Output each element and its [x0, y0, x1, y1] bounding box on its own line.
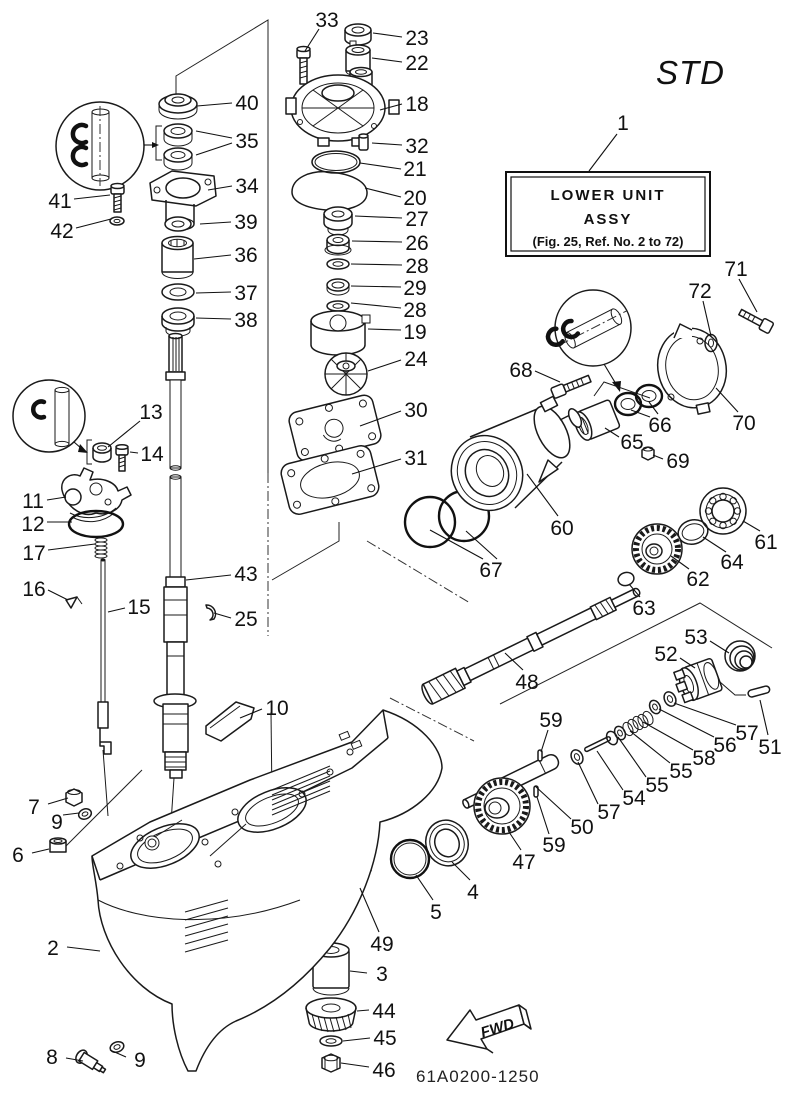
callout-39: 39 — [234, 211, 258, 234]
part-41-bolt — [111, 184, 124, 213]
callout-63: 63 — [632, 597, 656, 620]
callout-6: 6 — [12, 844, 24, 867]
part-20-gasket — [292, 172, 367, 211]
lower-unit-assy-label — [506, 172, 710, 256]
callout-9: 9 — [134, 1049, 146, 1072]
part-17-spring — [95, 538, 107, 558]
callout-29: 29 — [403, 277, 427, 300]
callout-leader-5 — [416, 875, 433, 900]
callout-5: 5 — [430, 901, 442, 924]
callout-61: 61 — [754, 531, 778, 554]
part-6-nut — [50, 838, 66, 852]
part-53-spring — [725, 641, 755, 671]
callout-leader-37 — [196, 292, 231, 293]
callout-48: 48 — [515, 671, 539, 694]
callout-32: 32 — [405, 135, 429, 158]
callout-leader-44 — [357, 1010, 369, 1011]
callout-55: 55 — [645, 774, 669, 797]
callout-leader-53 — [710, 641, 729, 653]
callout-46: 46 — [372, 1059, 396, 1082]
part-25-woodruff-key — [206, 605, 216, 620]
part-10-anode — [206, 702, 254, 741]
part-33-bolt — [297, 47, 310, 85]
title-line2: ASSY — [583, 211, 633, 228]
part-71-bolt — [737, 307, 774, 334]
callout-8: 8 — [46, 1046, 58, 1069]
callout-leader-24 — [368, 360, 401, 371]
callout-leader-9 — [63, 813, 79, 815]
part-12-oring — [69, 511, 123, 537]
part-14-bolt — [116, 445, 128, 471]
callout-21: 21 — [403, 158, 427, 181]
part-28-washer-lower — [327, 301, 349, 311]
callout-leader-20 — [365, 188, 401, 197]
grease-detail-circle-c — [545, 290, 650, 398]
part-44-pinion-gear — [306, 998, 356, 1032]
callout-58: 58 — [692, 747, 716, 770]
callout-25: 25 — [234, 608, 258, 631]
part-35-seals — [164, 124, 192, 170]
callout-leader-25 — [214, 613, 231, 618]
callout-leader-7 — [48, 798, 68, 804]
grease-icon — [73, 125, 86, 143]
title-line1: LOWER UNIT — [550, 187, 666, 204]
doc-code: 61A0200-1250 — [416, 1067, 540, 1086]
part-36-sleeve — [162, 237, 193, 279]
callout-leader-42 — [76, 219, 111, 228]
part-38-seal — [162, 308, 194, 336]
part-7-nut — [66, 789, 82, 806]
callout-leader-35 — [196, 131, 232, 138]
callout-leader-59 — [537, 797, 549, 834]
part-60-bearing-carrier — [439, 396, 584, 522]
callout-11: 11 — [22, 490, 44, 513]
callout-leader-41 — [74, 195, 110, 199]
callout-26: 26 — [405, 232, 429, 255]
callout-23: 23 — [405, 27, 429, 50]
part-15-shift-rod — [98, 559, 111, 754]
callout-66: 66 — [648, 414, 672, 437]
callout-leader-15 — [108, 608, 125, 612]
part-11-shift-cam — [62, 468, 131, 522]
callout-3: 3 — [376, 963, 388, 986]
callout-leader-72 — [703, 301, 711, 336]
callout-leader-27 — [355, 216, 402, 218]
part-39-bushing — [165, 217, 191, 231]
callout-4: 4 — [467, 881, 479, 904]
part-47-forward-gear — [474, 778, 530, 834]
callout-67: 67 — [479, 559, 503, 582]
part-9-washer-lower — [109, 1040, 126, 1054]
callout-49: 49 — [370, 933, 394, 956]
callout-38: 38 — [234, 309, 258, 332]
callout-leader-11 — [47, 497, 66, 500]
part-19-cup — [311, 311, 370, 355]
callout-19: 19 — [403, 321, 427, 344]
part-8-screw — [74, 1048, 109, 1077]
part-57-washer-right — [662, 690, 678, 708]
callout-52: 52 — [654, 643, 678, 666]
callout-leader-26 — [352, 241, 402, 242]
callout-leader-32 — [372, 143, 402, 145]
part-42-washer — [110, 217, 124, 225]
callout-leader-38 — [196, 318, 231, 319]
callout-leader-45 — [343, 1038, 370, 1041]
part-24-impeller — [325, 353, 367, 395]
callout-14: 14 — [140, 443, 164, 466]
callout-28: 28 — [405, 255, 429, 278]
callout-leader-19 — [368, 329, 401, 330]
callout-9: 9 — [51, 811, 63, 834]
callout-42: 42 — [50, 220, 74, 243]
callout-leader-14 — [130, 452, 138, 453]
callout-leader-39 — [200, 222, 231, 224]
callout-leader-28 — [351, 264, 402, 265]
part-5-oring — [391, 840, 429, 878]
callout-27: 27 — [405, 208, 429, 231]
callout-leader-70 — [716, 388, 738, 412]
callout-55: 55 — [669, 760, 693, 783]
callout-71: 71 — [724, 258, 748, 281]
callout-31: 31 — [404, 447, 428, 470]
callout-leader-21 — [360, 163, 401, 169]
part-23-cap — [345, 24, 371, 46]
callout-35: 35 — [235, 130, 259, 153]
callout-20: 20 — [403, 187, 427, 210]
callout-leader-13 — [108, 421, 140, 447]
part-57-washer-left — [569, 748, 585, 766]
callout-leader-28 — [351, 303, 401, 308]
callout-leader-29 — [351, 286, 401, 287]
callout-70: 70 — [732, 412, 756, 435]
callout-68: 68 — [509, 359, 533, 382]
callout-36: 36 — [234, 244, 258, 267]
part-28-washer-upper — [327, 259, 349, 269]
callout-1: 1 — [617, 112, 629, 135]
grease-detail-circle-b — [13, 380, 92, 464]
grease-detail-circle-a — [56, 102, 162, 190]
callout-41: 41 — [48, 190, 72, 213]
part-46-nut — [322, 1054, 340, 1072]
part-26-cup — [325, 235, 351, 256]
callout-16: 16 — [22, 578, 46, 601]
callout-60: 60 — [550, 517, 574, 540]
callout-leader-55 — [618, 737, 646, 777]
callout-leader-35 — [196, 143, 232, 155]
callout-leader-22 — [372, 58, 402, 62]
part-16-clip — [66, 597, 82, 608]
callout-28: 28 — [403, 299, 427, 322]
callout-leader-33 — [305, 29, 319, 51]
callout-leader-4 — [452, 862, 470, 880]
part-51-pin — [747, 685, 770, 697]
part-45-washer — [320, 1036, 342, 1046]
callout-57: 57 — [735, 722, 759, 745]
callout-53: 53 — [684, 626, 708, 649]
part-40-oil-seal-cap — [159, 94, 197, 119]
callout-leader-57 — [578, 762, 598, 804]
part-63-shim — [617, 571, 636, 588]
callout-57: 57 — [597, 801, 621, 824]
callout-10: 10 — [265, 697, 289, 720]
callout-2: 2 — [47, 937, 59, 960]
callout-56: 56 — [713, 734, 737, 757]
callout-leader-16 — [48, 590, 68, 600]
callout-18: 18 — [405, 93, 429, 116]
callout-62: 62 — [686, 568, 710, 591]
callout-47: 47 — [512, 851, 536, 874]
callout-leader-43 — [186, 575, 231, 580]
callout-leader-2 — [67, 947, 100, 951]
callout-leader-56 — [659, 709, 714, 737]
callout-65: 65 — [620, 431, 644, 454]
callout-leader-68 — [535, 371, 560, 382]
callout-leader-47 — [509, 832, 521, 850]
part-37-washer — [162, 284, 194, 300]
callout-leader-17 — [48, 544, 95, 550]
fwd-arrow — [447, 1005, 531, 1053]
callout-leader-58 — [643, 722, 693, 750]
callout-leader-50 — [535, 786, 571, 819]
callout-54: 54 — [622, 787, 646, 810]
part-9-washer-upper — [77, 807, 93, 821]
callout-17: 17 — [22, 542, 46, 565]
part-52-clutch-dog — [672, 658, 723, 704]
callout-51: 51 — [758, 736, 782, 759]
grease-icon — [33, 402, 44, 418]
callout-30: 30 — [404, 399, 428, 422]
callout-leader-55 — [630, 731, 670, 763]
callout-leader-9 — [110, 1050, 126, 1057]
callout-64: 64 — [720, 551, 744, 574]
part-69-nut — [642, 447, 654, 460]
part-68-bolt — [551, 373, 592, 398]
part-62-reverse-gear — [632, 524, 682, 574]
callout-leader-54 — [597, 751, 623, 790]
callout-leader-3 — [350, 971, 367, 973]
callout-50: 50 — [570, 816, 594, 839]
callout-33: 33 — [315, 9, 339, 32]
callout-leader-23 — [373, 33, 402, 37]
callout-22: 22 — [405, 52, 429, 75]
callout-leader-1 — [589, 134, 617, 171]
callout-leader-71 — [739, 279, 757, 312]
callout-44: 44 — [372, 1000, 396, 1023]
callout-leader-40 — [197, 103, 232, 106]
std-label: STD — [656, 54, 725, 91]
callout-leader-64 — [703, 537, 726, 552]
part-70-retainer-ring — [650, 322, 733, 414]
callout-37: 37 — [234, 282, 258, 305]
callout-40: 40 — [235, 92, 259, 115]
part-32-pin — [359, 134, 368, 150]
callout-7: 7 — [28, 796, 40, 819]
callout-leader-61 — [743, 521, 760, 531]
part-21-oring — [312, 151, 360, 173]
part-31-gasket — [279, 444, 381, 517]
callout-leader-46 — [341, 1063, 369, 1067]
callout-43: 43 — [234, 563, 258, 586]
part-13-bushing — [93, 443, 111, 462]
callout-69: 69 — [666, 450, 690, 473]
callout-leader-59 — [541, 730, 548, 752]
callout-59: 59 — [539, 709, 563, 732]
callout-13: 13 — [139, 401, 163, 424]
callout-34: 34 — [235, 175, 259, 198]
part-51-bracket — [720, 682, 746, 695]
callout-12: 12 — [21, 513, 45, 536]
callout-leader-49 — [360, 888, 379, 932]
callout-24: 24 — [404, 348, 428, 371]
callout-leader-51 — [760, 700, 768, 735]
callout-leader-6 — [32, 849, 49, 853]
title-line3: (Fig. 25, Ref. No. 2 to 72) — [532, 234, 684, 249]
callout-15: 15 — [127, 596, 151, 619]
callout-leader-36 — [194, 255, 231, 259]
callout-72: 72 — [688, 280, 712, 303]
callout-45: 45 — [373, 1027, 397, 1050]
grease-icon — [545, 328, 563, 348]
callout-59: 59 — [542, 834, 566, 857]
fwd-arrow-label: FWD — [478, 1015, 517, 1042]
part-29-ring — [327, 279, 349, 295]
part-27-cup — [324, 207, 352, 235]
